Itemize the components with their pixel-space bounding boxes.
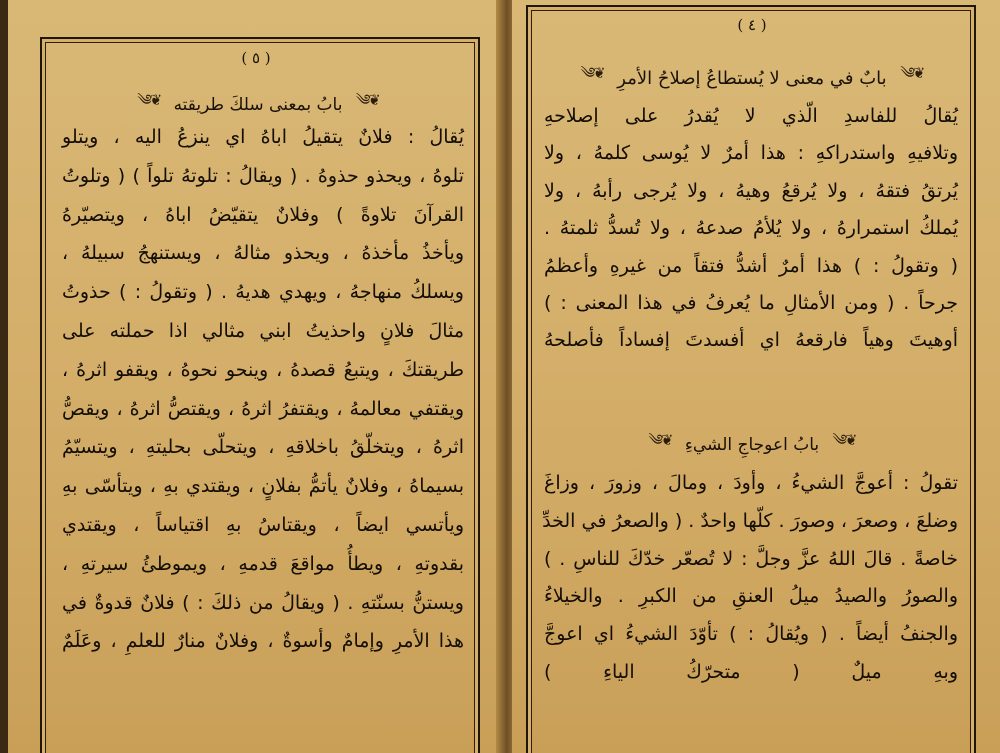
ornament-icon: ❦༄ [900, 64, 924, 82]
ornament-icon: ❦༄ [580, 64, 604, 82]
right-heading-1-text: بابٌ في معنى لا يُستطاعُ إصلاحُ الأمرِ [617, 67, 887, 89]
text-line: ويأتسي ايضاً ، ويقتاسُ بهِ اقتياساً ، ويقتدي [62, 513, 464, 536]
text-line: جرحاً . ( ومن الأمثالِ ما يُعرفُ في هذا المعنى : ) [544, 291, 958, 314]
text-line: تلوهُ ، ويحذو حذوهُ . ( ويقالُ : تلوتهُ تلواً ) ( وتلوتُ [62, 164, 464, 187]
text-line: طريقتكَ ، ويتبعُ قصدهُ ، وينحو نحوهُ ، ويقفو اثرهُ ، [62, 358, 464, 381]
text-line: تقولُ : أعوجَّ الشيءُ ، وأودَ ، ومالَ ، وزورَ ، وزاغَ [544, 472, 958, 494]
text-line: اثرهُ ، ويتخلّقُ باخلاقهِ ، ويتحلّى بحليتهِ ، ويتسيّمُ [62, 436, 464, 459]
text-line: هذا الأمرِ وإمامٌ وأسوةٌ ، وفلانٌ منارٌ للعلمِ ، وعَلَمٌ [62, 630, 464, 653]
text-line: ( وتقولُ : ) هذا أمرٌ أشدُّ فتقاً من غيرهِ وأعظمُ [544, 254, 958, 277]
right-section-2-text [544, 465, 958, 692]
right-chapter-heading-2 [572, 424, 932, 466]
ornament-icon: ❦༄ [832, 431, 856, 449]
text-line: بسيماهُ ، وفلانٌ يأتمُّ بفلانٍ ، ويقتدي بهِ ، ويتأسّى بهِ [62, 475, 464, 498]
text-line: ويقتفي معالمهُ ، ويقتفرُ اثرهُ ، ويقتصُّ اثرهُ ، ويقصُّ [62, 397, 464, 420]
text-line: يُقالُ للفاسدِ الّذي لا يُقدرُ على إصلاحهِ [544, 105, 958, 127]
text-line: يُرتقُ فتقهُ ، ولا يُرقعُ وهيهُ ، ولا يُرجى رأبهُ ، ولا [544, 179, 958, 202]
text-line: مثالَ فلانٍ واحذيتُ ابني مثالي اذا حملته على [62, 319, 464, 342]
right-chapter-heading-1 [542, 57, 962, 99]
ornament-icon: ❦༄ [137, 91, 161, 109]
text-line: بقدوتهِ ، ويطأُ مواقعَ قدمهِ ، ويموطئُ سيرتهِ ، [62, 552, 464, 575]
left-page-text [62, 118, 464, 661]
right-page-number: ( ٤ ) [737, 16, 767, 34]
text-line: ويأخذُ مأخذهُ ، ويحذو مثالهُ ، ويستنهجُ سبيلهُ ، [62, 242, 464, 265]
right-page [512, 0, 1000, 753]
left-page [8, 0, 504, 753]
text-line: خاصةً . قالَ اللهُ عزَّ وجلَّ : لا تُصعّر خدّكَ للناسِ . ) [544, 547, 958, 570]
right-heading-2-text: بابُ اعوجاجِ الشيءِ [684, 435, 820, 455]
left-page-number: ( ٥ ) [241, 49, 271, 67]
text-line: وبهِ ميلٌ ( متحرّكُ الياءِ ) [544, 660, 958, 683]
text-line: والجنفُ أيضاً . ( ويُقالُ : ) تأوّدَ الشيءُ اي اعوجَّ [544, 623, 958, 646]
ornament-icon: ❦༄ [355, 91, 379, 109]
text-line: وضلعَ ، وصعرَ ، وصورَ . كلّها واحدٌ . ( والصعرُ في الخدِّ [542, 509, 958, 532]
text-line: يُملكُ استمرارهُ ، ولا يُلأمُ صدعهُ ، ولا تُسدُّ ثلمتهُ . [544, 217, 958, 240]
right-section-1-text [544, 98, 958, 360]
text-line: ويسلكُ منهاجهُ ، ويهدي هديهُ . ( وتقولُ : ) حذوتُ [62, 281, 464, 304]
text-line: أوهيتَ وهياً فارقعهُ اي أفسدتَ إفساداً فأصلحهُ [544, 329, 958, 352]
text-line: يُقالُ : فلانٌ يتقيلُ اباهُ اي ينزعُ اليه ، ويتلو [62, 126, 464, 148]
ornament-icon: ❦༄ [648, 431, 672, 449]
text-line: القرآنَ تلاوةً ) وفلانٌ يتقيّضُ اباهُ ، ويتصيّرهُ [62, 203, 464, 226]
left-heading-text: بابُ بمعنى سلكَ طريقته [173, 95, 343, 115]
text-line: وتلافيهِ واستدراكهِ : هذا أمرٌ لا يُوسى كلمهُ ، ولا [544, 142, 958, 165]
text-line: ويستنُّ بسنّتهِ . ( ويقالُ من ذلكَ : ) فلانٌ قدوةٌ في [62, 591, 464, 614]
text-line: والصورُ والصيدُ ميلُ العنقِ من الكبرِ . والخيلاءُ [544, 585, 958, 608]
